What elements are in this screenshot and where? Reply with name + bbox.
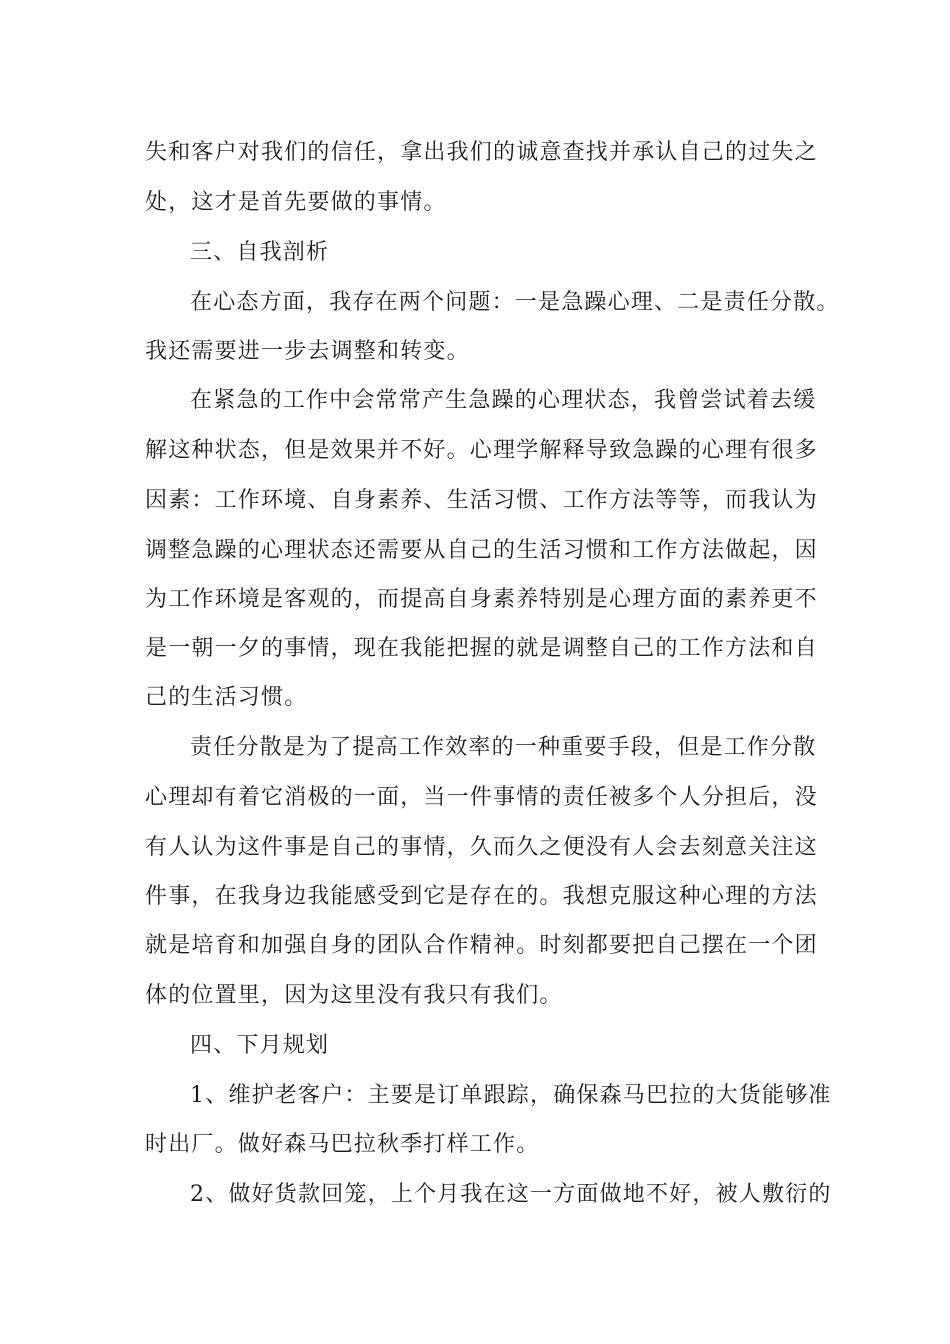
text-line: 在紧急的工作中会常常产生急躁的心理状态，我曾尝试着去缓 [190,388,817,413]
text-line: 解这种状态，但是效果并不好。心理学解释导致急躁的心理有很多 [145,438,818,463]
text-line: 有人认为这件事是自己的事情，久而久之便没有人会去刻意关注这 [145,835,818,860]
text-line: 己的生活习惯。 [145,685,308,710]
text-line: 心理却有着它消极的一面，当一件事情的责任被多个人分担后，没 [145,785,818,810]
text-line: 因素：工作环境、自身素养、生活习惯、工作方法等等，而我认为 [145,488,818,513]
text-line: 责任分散是为了提高工作效率的一种重要手段，但是工作分散 [190,735,817,760]
section-heading-self-analysis: 三、自我剖析 [190,240,330,265]
text-line: 2、做好货款回笼，上个月我在这一方面做地不好，被人敷衍的 [190,1182,832,1207]
text-line: 处，这才是首先要做的事情。 [145,190,447,215]
text-line: 为工作环境是客观的，而提高自身素养特别是心理方面的素养更不 [145,587,818,612]
text-line: 1、维护老客户：主要是订单跟踪，确保森马巴拉的大货能够准 [190,1083,832,1108]
text-line: 调整急躁的心理状态还需要从自己的生活习惯和工作方法做起，因 [145,538,818,563]
section-heading-next-month-plan: 四、下月规划 [190,1033,330,1058]
text-line: 件事，在我身边我能感受到它是存在的。我想克服这种心理的方法 [145,884,818,909]
text-line: 时出厂。做好森马巴拉秋季打样工作。 [145,1132,540,1157]
text-line: 我还需要进一步去调整和转变。 [145,339,470,364]
text-line: 是一朝一夕的事情，现在我能把握的就是调整自己的工作方法和自 [145,636,818,661]
text-line: 体的位置里，因为这里没有我只有我们。 [145,983,563,1008]
text-line: 就是培育和加强自身的团队合作精神。时刻都要把自己摆在一个团 [145,933,818,958]
text-line: 在心态方面，我存在两个问题：一是急躁心理、二是责任分散。 [190,290,840,315]
text-line: 失和客户对我们的信任，拿出我们的诚意查找并承认自己的过失之 [145,140,818,165]
